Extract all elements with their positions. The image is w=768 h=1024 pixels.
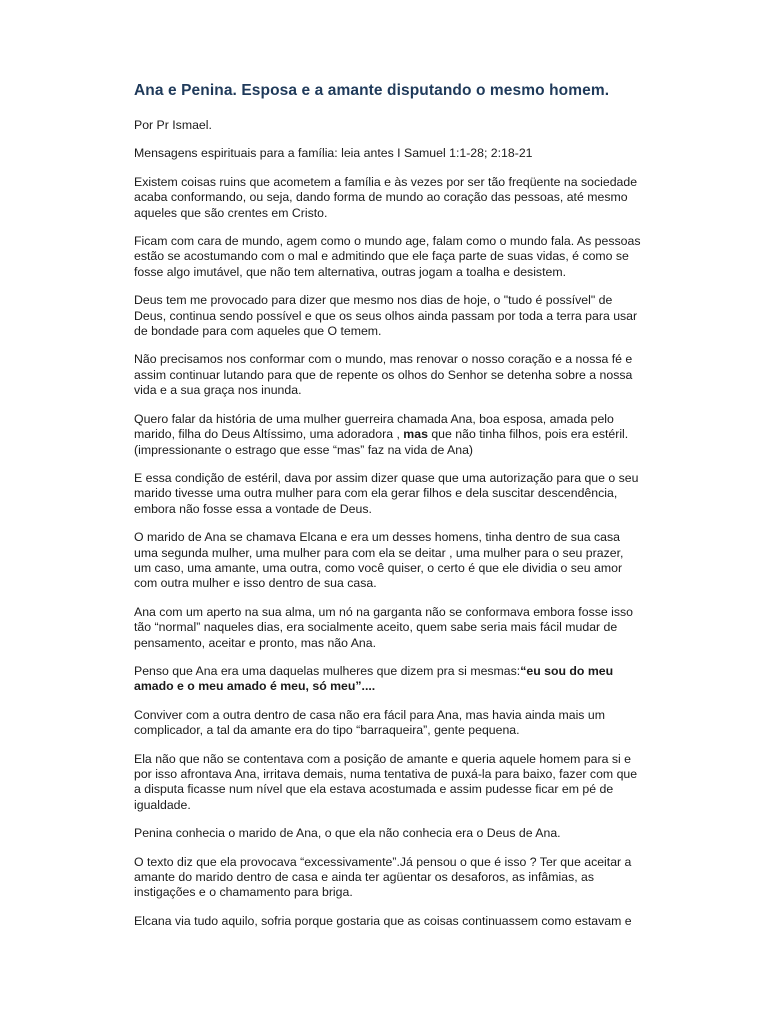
paragraph: E essa condição de estéril, dava por assim dizer quase que uma autorização para que o seu marido tivesse uma outra mulher para com ela gerar filhos e dela suscitar descendência, embora não fosse essa a vontade de Deus. [134,470,639,516]
emphasis-text: mas [403,427,428,442]
paragraph: Ela não que não se contentava com a posição de amante e queria aquele homem para si e por isso afrontava Ana, irritava demais, numa tentativa de puxá-la para baixo, fazer com que a disputa ficasse num nível que ela estava acostumada e assim pudesse ficar em pé de igualdade. [134,751,638,812]
paragraph: O marido de Ana se chamava Elcana e era um desses homens, tinha dentro de sua casa uma segunda mulher, uma mulher para com ela se deitar , uma mulher para o seu prazer, um caso, uma amante, uma outra, como você quiser, o certo é que ele dividia o seu amor com outra mulher e isso dentro de sua casa. [134,530,624,591]
paragraph: Ficam com cara de mundo, agem como o mundo age, falam como o mundo fala. As pessoas estão se acostumando com o mal e admitindo que ele faça parte de suas vidas, é como se fosse algo imutável, que não tem alternativa, outras jogam a toalha e desistem. [134,234,641,279]
paragraph-text: Quero falar da história de uma mulher guerreira chamada Ana, boa esposa, amada pelo marido, filha do Deus Altíssimo, uma adoradora , [134,411,614,442]
reading-reference: Mensagens espirituais para a família: leia antes I Samuel 1:1-28; 2:18-21 [134,146,533,161]
document-page [134,82,642,942]
author-line: Por Pr Ismael. [134,118,212,132]
paragraph: Não precisamos nos conformar com o mundo, mas renovar o nosso coração e a nossa fé e assim continuar lutando para que de repente os olhos do Senhor se detenha sobre a nossa vida e a sua graça nos inunda. [134,352,633,398]
paragraph: Deus tem me provocado para dizer que mesmo nos dias de hoje, o "tudo é possível" de Deus, continua sendo possível e que os seus olhos ainda passam por toda a terra para usar de bondade para com aqueles que O temem. [134,293,638,339]
paragraph: Penina conhecia o marido de Ana, o que ela não conhecia era o Deus de Ana. [134,826,561,841]
paragraph-text: que não tinha filhos, pois era estéril. (impressionante o estrago que esse “mas” faz na vida de Ana) [134,427,629,457]
paragraph: Existem coisas ruins que acometem a família e às vezes por ser tão freqüente na sociedade acaba conformando, ou seja, dando forma de mundo ao coração das pessoas, até mesmo aqueles que são crentes em Cristo. [134,174,638,220]
paragraph: O texto diz que ela provocava “excessivamente”.Já pensou o que é isso ? Ter que aceitar a amante do marido dentro de casa e ainda ter agüentar os desaforos, as infâmias, as instigações e o chamamento para briga. [134,854,632,900]
document-title: Ana e Penina. Esposa e a amante disputando o mesmo homem. [134,82,610,99]
paragraph [134,664,642,695]
paragraph: Ana com um aperto na sua alma, um nó na garganta não se conformava embora fosse isso tão “normal” naqueles dias, era socialmente aceito, quem sabe seria mais fácil mudar de pensamento, aceitar e pronto, mas não Ana. [134,604,633,650]
paragraph: Conviver com a outra dentro de casa não era fácil para Ana, mas havia ainda mais um complicador, a tal da amante era do tipo “barraqueira”, gente pequena. [134,707,605,738]
emphasis-text: “eu sou do meu amado e o meu amado é meu, só meu”.... [134,663,614,694]
paragraph: Elcana via tudo aquilo, sofria porque gostaria que as coisas continuassem como estavam e [134,913,632,928]
paragraph [134,412,642,458]
paragraph-text: Penso que Ana era uma daquelas mulheres que dizem pra si mesmas: [134,663,521,678]
